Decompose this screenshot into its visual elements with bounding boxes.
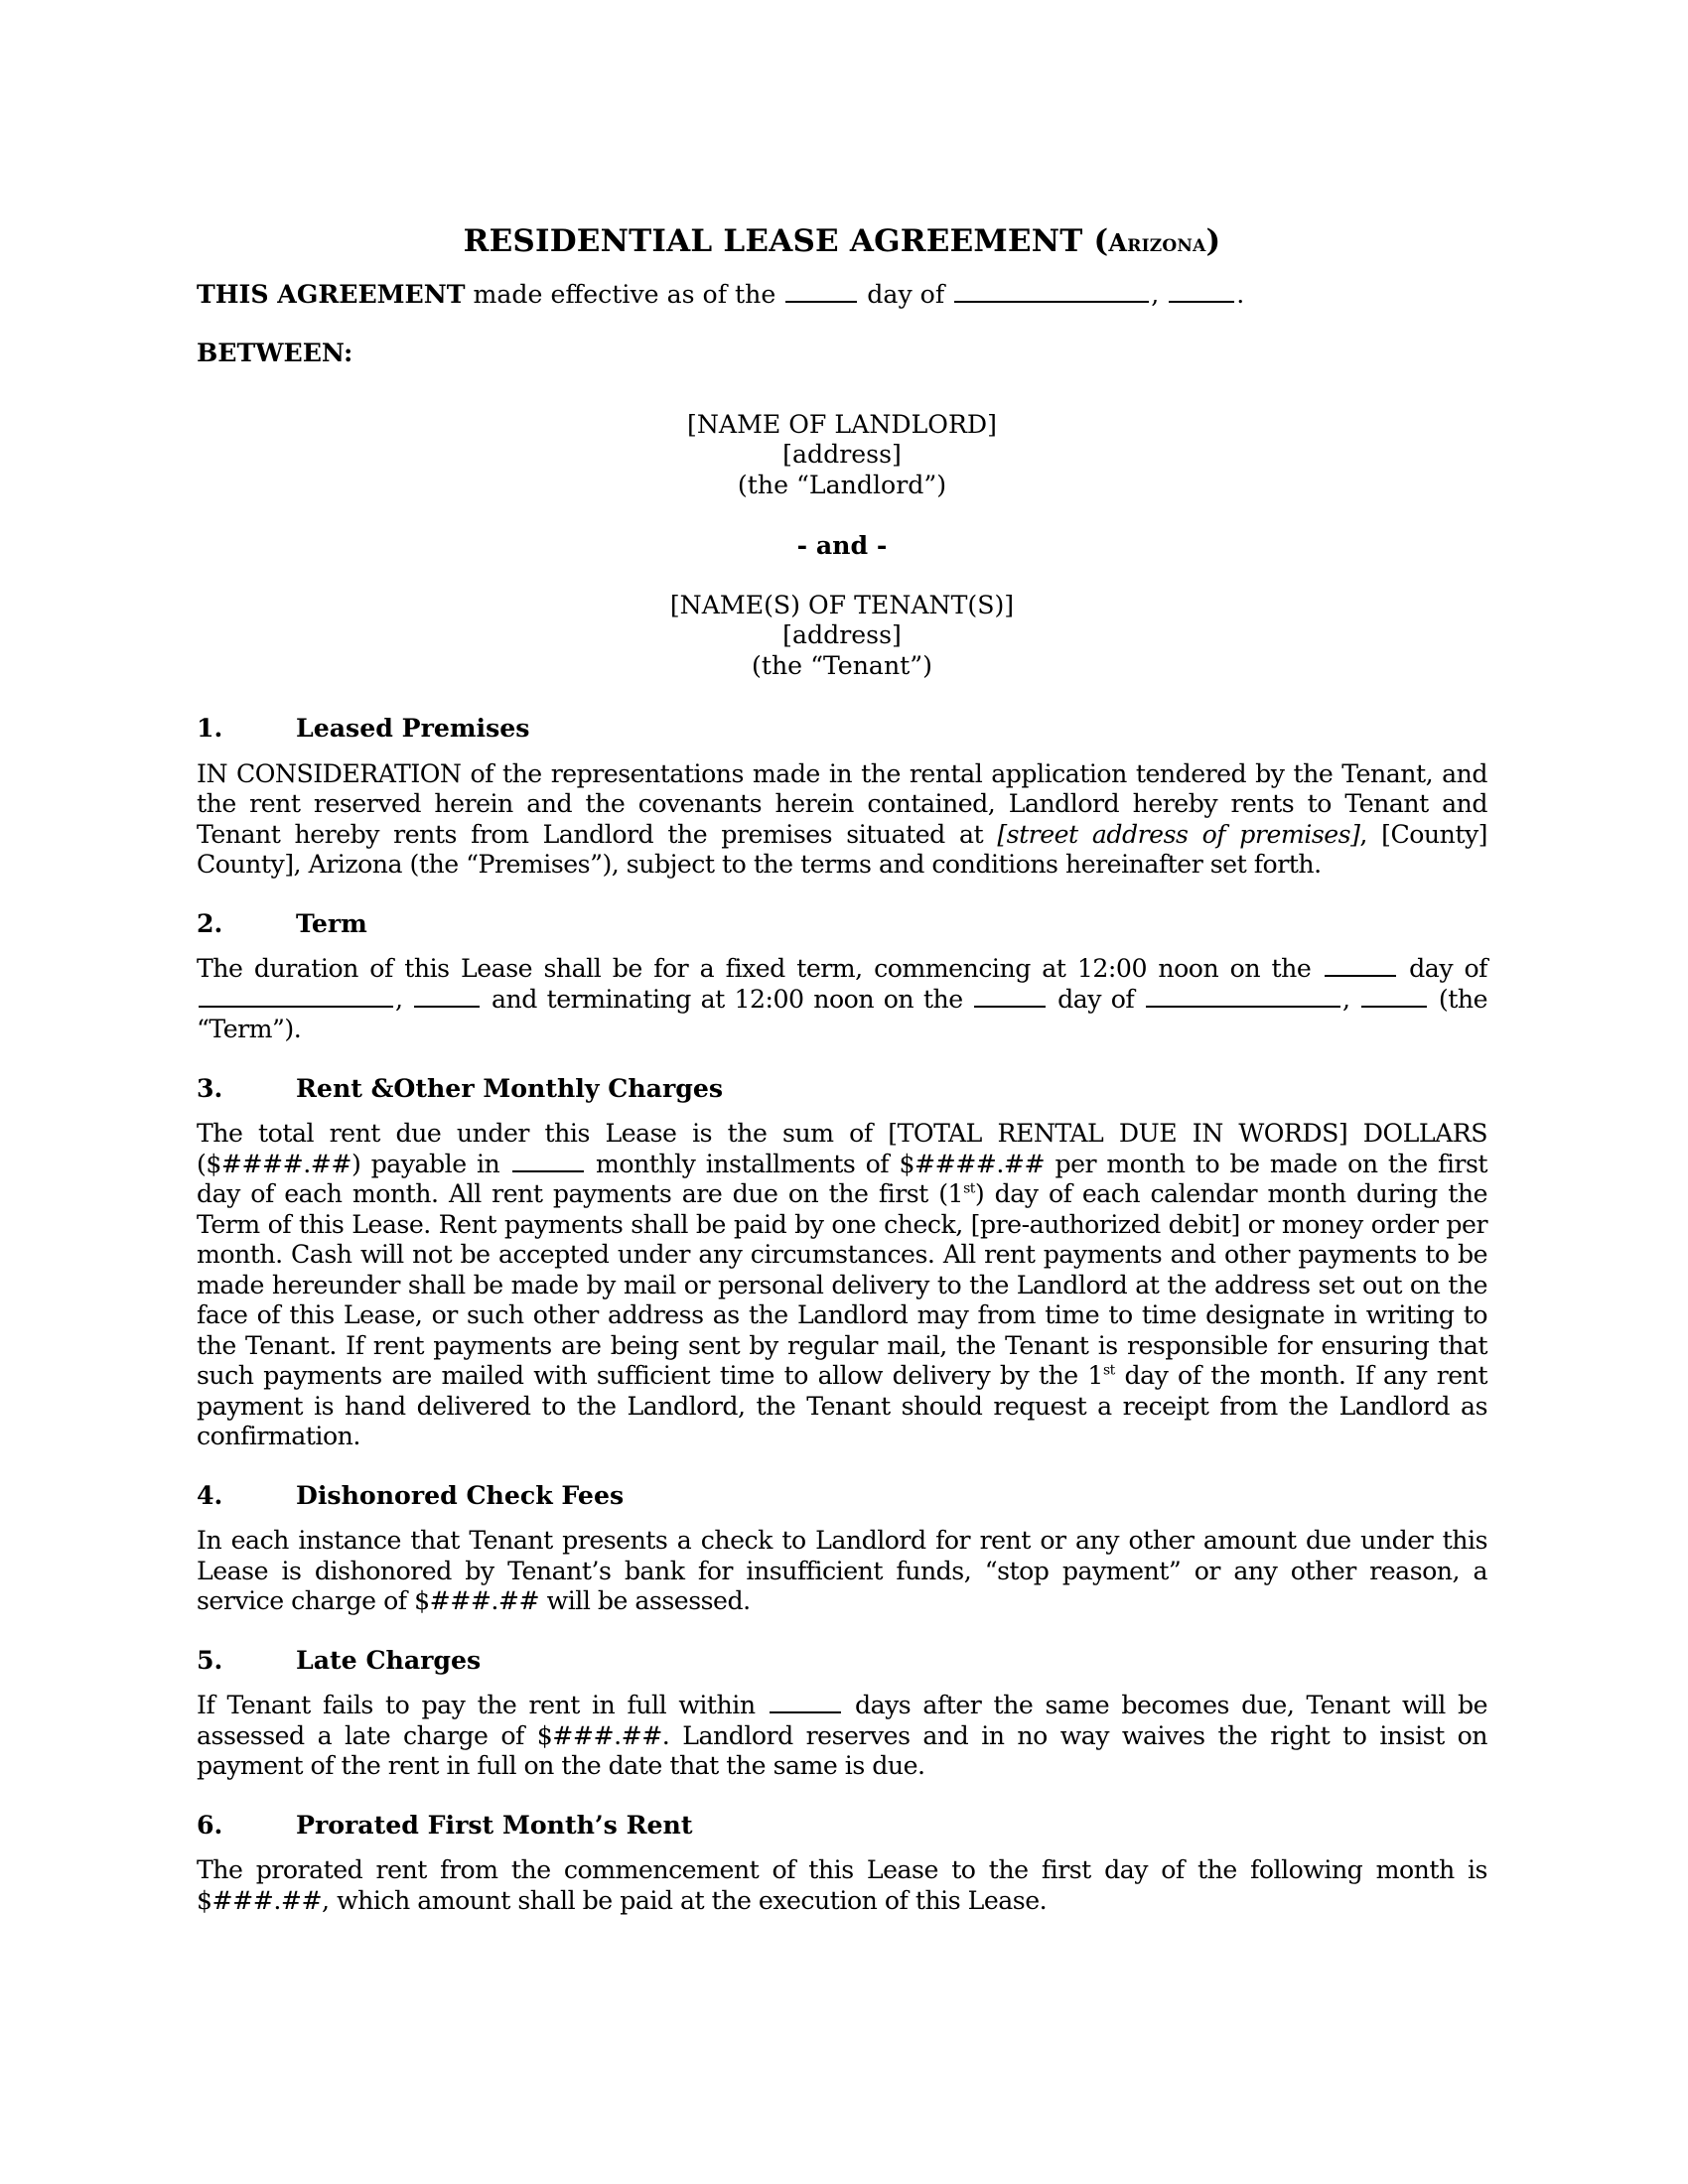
text-run: If Tenant fails to pay the rent in full within: [197, 1691, 768, 1719]
document-body: [197, 218, 1487, 1916]
month-blank[interactable]: [954, 300, 1149, 303]
start-year-blank[interactable]: [414, 1005, 480, 1008]
section-heading: [197, 1480, 1487, 1511]
end-day-blank[interactable]: [974, 1005, 1046, 1008]
document-title: [197, 223, 1487, 259]
text-run: and terminating at 12:00 noon on the: [482, 984, 973, 1014]
installments-blank[interactable]: [512, 1169, 584, 1172]
intro-period: .: [1236, 279, 1245, 309]
text-run: ,: [1341, 984, 1360, 1014]
text-run: day of: [1048, 984, 1144, 1014]
section-title: Rent &Other Monthly Charges: [296, 1072, 724, 1103]
section-text: [197, 954, 1487, 1045]
text-run: IN CONSIDERATION of the representations made in the rental application tendered by the Tenant, and the rent reserved herein and the covenants herein contained, Landlord hereby rents to Tenant and Tenant hereby rents from Landlord the premises situated at: [197, 758, 1487, 849]
section-number: 6.: [197, 1809, 223, 1840]
section-leased-premises: [197, 713, 1487, 881]
section-heading: [197, 1645, 1487, 1676]
premises-address-placeholder: [street address of premises]: [997, 819, 1360, 849]
text-run: days after the same becomes due, Tenant will be assessed a late charge of $###.##. Landlord reserves and in no way waives the right to insist on payment of the rent in full on the date that the same is due.: [197, 1691, 1488, 1780]
section-heading: [197, 1073, 1487, 1104]
landlord-name: [NAME OF LANDLORD]: [687, 409, 997, 439]
section-heading: [197, 908, 1487, 939]
text-run: day of the month. If any rent payment is hand delivered to the Landlord, the Tenant should request a receipt from the Landlord as confirmation.: [197, 1361, 1487, 1450]
section-heading: [197, 1810, 1487, 1841]
start-day-blank[interactable]: [1325, 974, 1396, 977]
year-blank[interactable]: [1169, 300, 1234, 303]
text-run: , [County] County], Arizona (the “Premises”), subject to the terms and conditions hereinafter set forth.: [197, 819, 1487, 879]
section-text: [197, 1119, 1487, 1452]
section-term: [197, 908, 1487, 1045]
section-text: [197, 759, 1487, 881]
intro-text: day of: [859, 279, 953, 309]
text-run: (the “Term”).: [197, 984, 1487, 1043]
text-run: day of: [1397, 954, 1487, 983]
section-heading: [197, 713, 1487, 744]
section-title: Leased Premises: [296, 713, 530, 743]
tenant-address: [address]: [782, 620, 902, 649]
section-late-charges: [197, 1645, 1487, 1782]
text-run: The duration of this Lease shall be for a fixed term, commencing at 12:00 noon on the: [197, 954, 1323, 983]
title-state: Arizona: [1108, 228, 1206, 257]
section-number: 3.: [197, 1072, 223, 1103]
text-run: ) day of each calendar month during the Term of this Lease. Rent payments shall be paid by one check, [pre-authorized debit] or money order per month. Cash will not be accepted under any circumstances. All rent payments and other payments to be made hereunder shall be made by mail or personal delivery to the Landlord at the address set out on the face of this Lease, or such other address as the Landlord may from time to time designate in writing to the Tenant. If rent payments are being sent by regular mail, the Tenant is responsible for ensuring that such payments are mailed with sufficient time to allow delivery by the 1: [197, 1179, 1487, 1390]
and-separator: - and -: [796, 530, 888, 560]
agreement-intro: [197, 279, 1487, 311]
intro-label: THIS AGREEMENT: [197, 278, 466, 309]
between-label: BETWEEN:: [197, 338, 353, 367]
text-run: The prorated rent from the commencement of this Lease to the first day of the following month is $###.##, which amount shall be paid at the execution of this Lease.: [197, 1855, 1487, 1915]
ordinal-suffix: st: [1102, 1362, 1115, 1379]
tenant-defined: (the “Tenant”): [752, 650, 932, 680]
section-text: [197, 1855, 1487, 1916]
intro-text: made effective as of the: [465, 279, 784, 309]
day-blank[interactable]: [785, 300, 857, 303]
late-days-blank[interactable]: [770, 1710, 841, 1713]
text-run: The total rent due under this Lease is the sum of [TOTAL RENTAL DUE IN WORDS] DOLLARS ($####.##) payable in: [197, 1119, 1487, 1178]
tenant-block: [197, 591, 1487, 682]
landlord-defined: (the “Landlord”): [737, 470, 947, 499]
text-run: In each instance that Tenant presents a check to Landlord for rent or any other amount due under this Lease is dishonored by Tenant’s bank for insufficient funds, “stop payment” or any other reason, a service charge of $###.## will be assessed.: [197, 1526, 1487, 1615]
section-title: Late Charges: [296, 1644, 482, 1675]
tenant-name: [NAME(S) OF TENANT(S)]: [669, 590, 1015, 619]
section-number: 4.: [197, 1479, 223, 1510]
end-year-blank[interactable]: [1361, 1005, 1427, 1008]
section-title: Dishonored Check Fees: [296, 1479, 625, 1510]
title-text: RESIDENTIAL LEASE AGREEMENT (: [463, 223, 1109, 259]
section-dishonored-check: [197, 1480, 1487, 1617]
section-number: 2.: [197, 907, 223, 938]
title-close: ): [1205, 223, 1221, 259]
section-title: Prorated First Month’s Rent: [296, 1809, 693, 1840]
section-number: 1.: [197, 713, 223, 743]
end-month-blank[interactable]: [1146, 1005, 1340, 1008]
landlord-address: [address]: [782, 440, 902, 469]
text-run: monthly installments of $####.## per month to be made on the first day of each month. All rent payments are due on the first (1: [197, 1149, 1487, 1208]
start-month-blank[interactable]: [199, 1005, 393, 1008]
section-prorated-rent: [197, 1810, 1487, 1917]
section-text: [197, 1691, 1487, 1782]
landlord-block: [197, 410, 1487, 501]
section-rent: [197, 1073, 1487, 1452]
intro-comma: ,: [1151, 279, 1168, 309]
section-text: [197, 1526, 1487, 1617]
section-title: Term: [296, 907, 367, 938]
ordinal-suffix: st: [963, 1180, 975, 1197]
text-run: ,: [395, 984, 413, 1014]
section-number: 5.: [197, 1644, 223, 1675]
